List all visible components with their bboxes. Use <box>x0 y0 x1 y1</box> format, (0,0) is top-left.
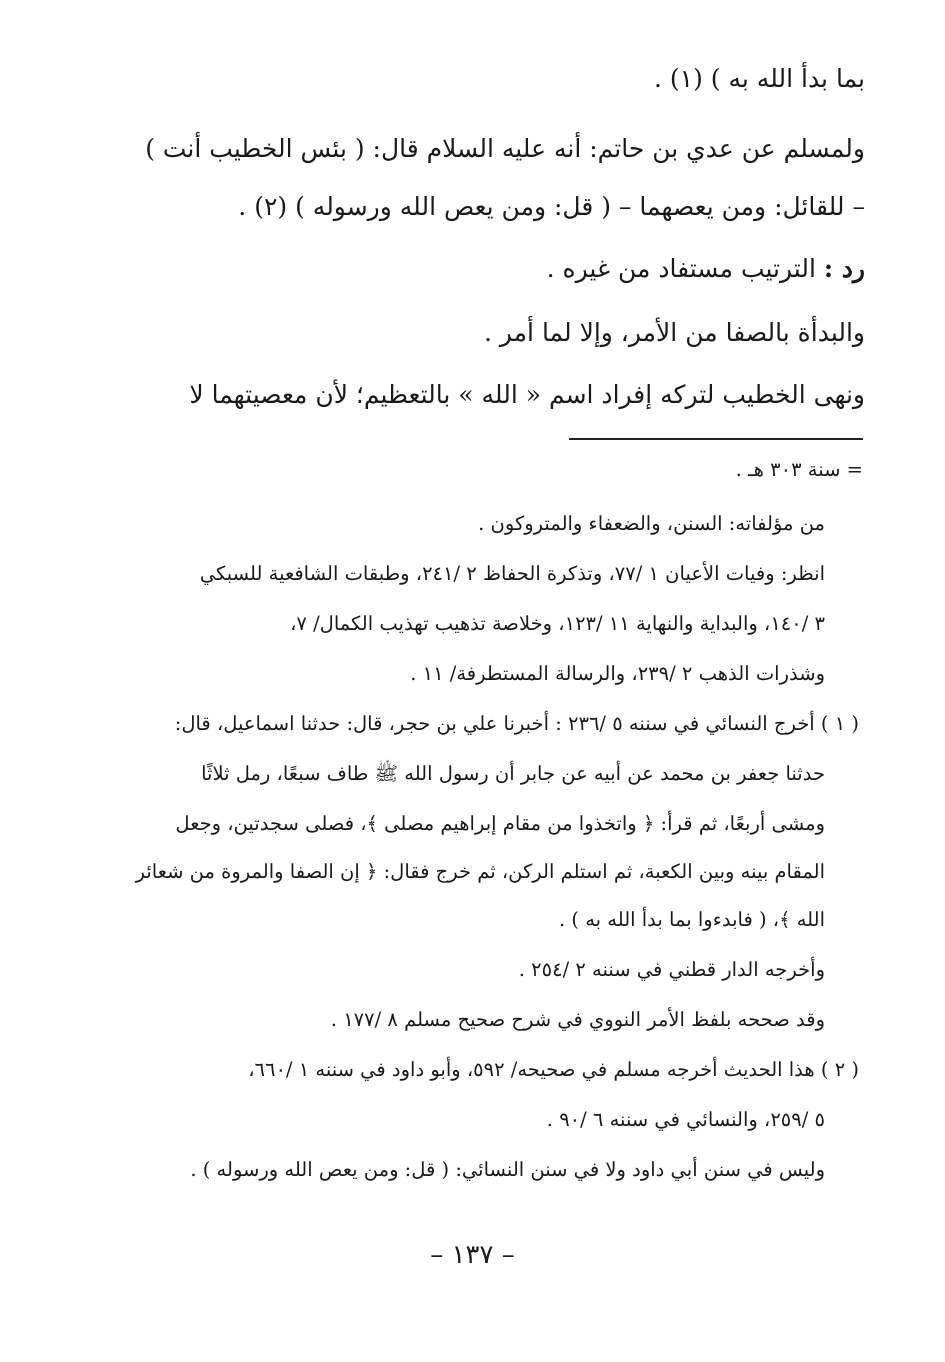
footnote-1-line-1: ( ١ ) أخرج النسائي في سننه ٥ /٢٣٦ : أخبرنا علي بن حجر، قال: حدثنا اسماعيل، قال: <box>174 712 859 735</box>
footnote-cont-line-4: ٣ /١٤٠، والبداية والنهاية ١١ /١٢٣، وخلاصة تذهيب تهذيب الكمال/ ٧، <box>290 612 825 635</box>
page-number: – ١٣٧ – <box>430 1240 515 1270</box>
main-line-1: بما بدأ الله به ) (١) . <box>654 64 865 93</box>
footnote-cont-line-3: انظر: وفيات الأعيان ١ /٧٧، وتذكرة الحفاظ ٢ /٢٤١، وطبقات الشافعية للسبكي <box>199 562 825 585</box>
rad-text: الترتيب مستفاد من غيره . <box>546 254 816 283</box>
footnote-1-line-5: الله ﴾، ( فابدءوا بما بدأ الله به ) . <box>559 908 825 931</box>
footnote-1-line-3: ومشى أربعًا، ثم قرأ: ﴿ واتخذوا من مقام إبراهيم مصلى ﴾، فصلى سجدتين، وجعل <box>175 812 825 835</box>
main-line-6: ونهى الخطيب لتركه إفراد اسم « الله » بالتعظيم؛ لأن معصيتهما لا <box>189 380 865 409</box>
main-line-2: ولمسلم عن عدي بن حاتم: أنه عليه السلام قال: ( بئس الخطيب أنت ) <box>145 134 865 163</box>
footnote-1-line-4: المقام بينه وبين الكعبة، ثم استلم الركن، ثم خرج فقال: ﴿ إن الصفا والمروة من شعائر <box>135 860 825 883</box>
footnote-1-line-7: وقد صححه بلفظ الأمر النووي في شرح صحيح مسلم ٨ /١٧٧ . <box>330 1008 825 1031</box>
main-line-5: والبدأة بالصفا من الأمر، وإلا لما أمر . <box>483 318 865 347</box>
footnote-1-line-6: وأخرجه الدار قطني في سننه ٢ /٢٥٤ . <box>518 958 825 981</box>
footnote-divider <box>569 438 863 440</box>
main-line-3: – للقائل: ومن يعصهما – ( قل: ومن يعص الله ورسوله ) (٢) . <box>238 192 865 221</box>
rad-label: رد : <box>823 254 865 283</box>
main-line-4 <box>547 254 865 283</box>
footnote-cont-line-1: = سنة ٣٠٣ هـ . <box>735 458 863 481</box>
footnote-cont-line-2: من مؤلفاته: السنن، والضعفاء والمتروكون . <box>478 512 825 535</box>
footnote-1-line-2: حدثنا جعفر بن محمد عن أبيه عن جابر أن رسول الله ﷺ طاف سبعًا، رمل ثلاثًا <box>201 762 825 785</box>
footnote-2-line-3: وليس في سنن أبي داود ولا في سنن النسائي: ( قل: ومن يعص الله ورسوله ) . <box>190 1158 825 1181</box>
footnote-2-line-1: ( ٢ ) هذا الحديث أخرجه مسلم في صحيحه/ ٥٩٢، وأبو داود في سننه ١ /٦٦٠، <box>248 1058 859 1081</box>
footnote-2-line-2: ٥ /٢٥٩، والنسائي في سننه ٦ /٩٠ . <box>546 1108 825 1131</box>
footnote-cont-line-5: وشذرات الذهب ٢ /٢٣٩، والرسالة المستطرفة/ ١١ . <box>410 662 825 685</box>
